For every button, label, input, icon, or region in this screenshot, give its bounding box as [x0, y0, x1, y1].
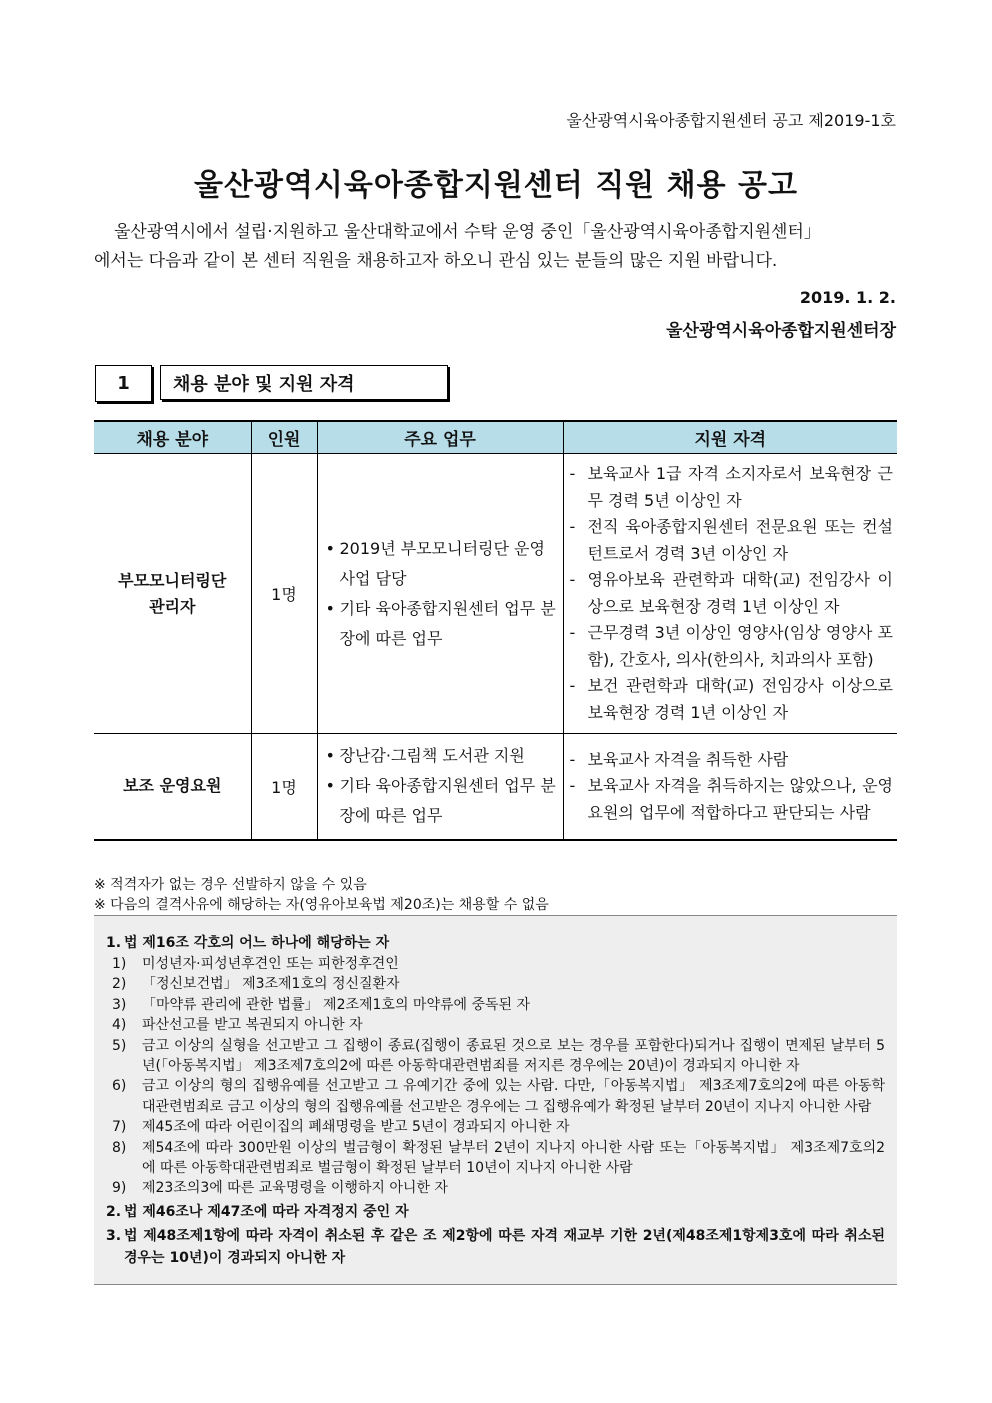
table-row [94, 734, 897, 840]
disqualification-item [106, 1225, 885, 1269]
count-cell: 1명 [251, 734, 317, 840]
note: ※ 다음의 결격사유에 해당하는 자(영유아보육법 제20조)는 채용할 수 없음 [94, 897, 549, 913]
notice-date: 2019. 1. 2. [799, 288, 896, 307]
field-cell [94, 454, 251, 734]
table-header-row [94, 421, 897, 454]
item-number: 1. [106, 935, 122, 951]
duty-item: • 기타 육아종합지원센터 업무 분장에 따른 업무 [322, 771, 557, 831]
duty-item: • 기타 육아종합지원센터 업무 분장에 따른 업무 [322, 594, 557, 654]
item-number: 3. [106, 1227, 122, 1244]
section-number: 1 [95, 365, 152, 402]
table-row [94, 454, 897, 734]
duties-cell [317, 734, 563, 840]
item-text: 법 제16조 각호의 어느 하나에 해당하는 자 [124, 935, 390, 951]
notice-number: 울산광역시육아종합지원센터 공고 제2019-1호 [566, 111, 896, 130]
sub-item: 2) 「정신보건법」 제3조제1호의 정신질환자 [112, 976, 400, 993]
duty-item: • 장난감·그림책 도서관 지원 [322, 741, 557, 771]
qualification-item: - 전직 육아종합지원센터 전문요원 또는 컨설턴트로서 경력 3년 이상인 자 [568, 514, 894, 567]
field-cell [94, 734, 251, 840]
disqualification-item [106, 1201, 885, 1223]
item-number: 2. [106, 1203, 122, 1220]
sub-item: 4) 파산선고를 받고 복권되지 아니한 자 [112, 1017, 363, 1034]
sub-item: 7) 제45조에 따라 어린이집의 폐쇄명령을 받고 5년이 경과되지 아니한 자 [112, 1119, 570, 1136]
intro-line-2: 에서는 다음과 같이 본 센터 직원을 채용하고자 하오니 관심 있는 분들의 많은 지원 바랍니다. [94, 251, 778, 271]
qualification-item: - 보육교사 자격을 취득한 사람 [568, 747, 894, 774]
item-text: 법 제48조제1항에 따라 자격이 취소된 후 같은 조 제2항에 따른 자격 재교부 기한 2년(제48조제1항제3호에 따라 취소된 경우는 10년)이 경과되지 아니한 자 [124, 1227, 885, 1266]
header-count: 인원 [251, 421, 317, 454]
sub-item: 9) 제23조의3에 따른 교육명령을 이행하지 아니한 자 [112, 1180, 448, 1197]
duty-item: • 2019년 부모모니터링단 운영 사업 담당 [322, 534, 557, 594]
sub-item: 1) 미성년자·피성년후견인 또는 피한정후견인 [112, 956, 399, 972]
qualification-item: - 보육교사 1급 자격 소지자로서 보육현장 근무 경력 5년 이상인 자 [568, 461, 894, 514]
field-line: 보조 운영요원 [123, 776, 222, 796]
intro-paragraph [94, 218, 898, 276]
page-title: 울산광역시육아종합지원센터 직원 채용 공고 [194, 168, 798, 203]
intro-line-1: 울산광역시에서 설립·지원하고 울산대학교에서 수탁 운영 중인「울산광역시육아종합지원센터」 [114, 222, 821, 242]
sub-list [106, 954, 885, 1199]
header-field: 채용 분야 [94, 421, 251, 454]
signer: 울산광역시육아종합지원센터장 [666, 321, 896, 341]
field-line: 부모모니터링단 [118, 570, 227, 590]
qualifications-cell [563, 734, 897, 840]
sub-item: 3) 「마약류 관리에 관한 법률」 제2조제1호의 마약류에 중독된 자 [112, 996, 531, 1013]
job-table [94, 420, 897, 841]
item-text: 법 제46조나 제47조에 따라 자격정지 중인 자 [124, 1203, 409, 1220]
sub-item: 8) 제54조에 따라 300만원 이상의 벌금형이 확정된 날부터 2년이 지나지 아니한 사람 또는「아동복지법」 제3조제7호의2에 따른 아동학대관련범죄로 벌금형이 확정된 날부터 10년이 지나지 아니한 사람 [112, 1139, 885, 1177]
duties-cell [317, 454, 563, 734]
disqualification-box [94, 915, 897, 1285]
qualification-item: - 근무경력 3년 이상인 영양사(임상 영양사 포함), 간호사, 의사(한의사, 치과의사 포함) [568, 620, 894, 673]
field-line: 관리자 [149, 596, 196, 616]
sub-item: 5) 금고 이상의 실형을 선고받고 그 집행이 종료(집행이 종료된 것으로 보는 경우를 포함한다)되거나 집행이 면제된 날부터 5년(「아동복지법」 제3조제7호의2에 따른 아동학대관련범죄를 저지른 경우에는 20년)이 경과되지 아니한 자 [112, 1037, 885, 1075]
qualification-item: - 보육교사 자격을 취득하지는 않았으나, 운영요원의 업무에 적합하다고 판단되는 사람 [568, 773, 894, 826]
qualification-item: - 영유아보육 관련학과 대학(교) 전임강사 이상으로 보육현장 경력 1년 이상인 자 [568, 567, 894, 620]
header-qualifications: 지원 자격 [563, 421, 897, 454]
note: ※ 적격자가 없는 경우 선발하지 않을 수 있음 [94, 877, 367, 893]
count-cell: 1명 [251, 454, 317, 734]
header-duties: 주요 업무 [317, 421, 563, 454]
qualifications-cell [563, 454, 897, 734]
sub-item: 6) 금고 이상의 형의 집행유예를 선고받고 그 유예기간 중에 있는 사람. 다만,「아동복지법」 제3조제7호의2에 따른 아동학대관련범죄로 금고 이상의 형의 집행유예를 선고받은 경우에는 그 집행유예가 확정된 날부터 20년이 지나지 아니한 사람 [112, 1078, 885, 1115]
section-title: 채용 분야 및 지원 자격 [160, 365, 448, 400]
qualification-item: - 보건 관련학과 대학(교) 전임강사 이상으로 보육현장 경력 1년 이상인 자 [568, 673, 894, 726]
disqualification-item [106, 932, 885, 954]
